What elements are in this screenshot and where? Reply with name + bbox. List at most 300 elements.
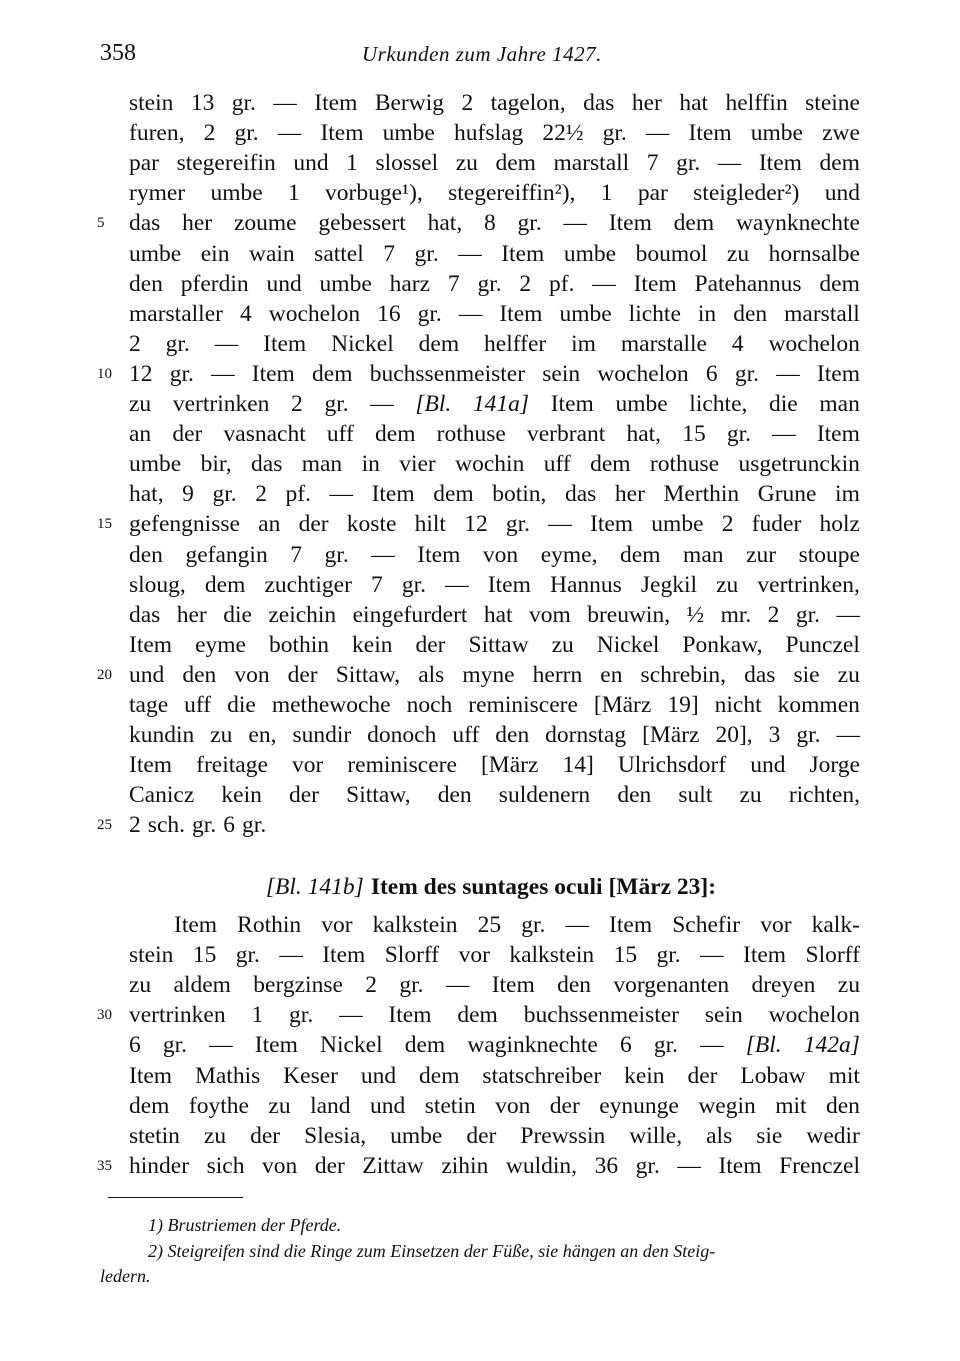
word: hat bbox=[483, 601, 513, 628]
word: Item bbox=[129, 1062, 173, 1089]
word: Nickel bbox=[319, 1032, 383, 1059]
word: statschreiber bbox=[482, 1062, 602, 1089]
footnote-2-continuation: ledern. bbox=[100, 1266, 151, 1286]
word: par bbox=[129, 150, 160, 177]
word: wochelon bbox=[268, 300, 361, 327]
word: herrn bbox=[532, 661, 583, 688]
word: rothuse bbox=[649, 451, 720, 478]
word: gr. bbox=[656, 942, 681, 969]
word: uff bbox=[543, 451, 571, 478]
word: lichte bbox=[628, 300, 681, 327]
word: Item bbox=[550, 391, 594, 417]
word: 3 bbox=[768, 722, 781, 749]
word: Jorge bbox=[809, 752, 860, 779]
text-line bbox=[129, 509, 860, 539]
word: den bbox=[437, 782, 472, 809]
text-line bbox=[129, 299, 860, 329]
word: sein bbox=[542, 360, 581, 387]
word: dem bbox=[129, 1092, 170, 1119]
word: stein bbox=[129, 90, 174, 116]
word: und bbox=[293, 150, 329, 177]
text-line bbox=[129, 750, 860, 780]
word: freitage bbox=[196, 752, 268, 779]
word: vorbuge¹), bbox=[325, 180, 423, 207]
word: gr. bbox=[726, 421, 752, 448]
text-line bbox=[129, 178, 860, 208]
word: holz bbox=[819, 511, 860, 538]
word: richten, bbox=[788, 782, 860, 809]
word: Item bbox=[743, 942, 787, 969]
word: pf. bbox=[285, 481, 311, 508]
word: reminiscere bbox=[347, 752, 457, 779]
word: gr. bbox=[242, 812, 267, 839]
word: — bbox=[565, 912, 589, 938]
word: umbe bbox=[750, 120, 803, 147]
word: umbe bbox=[382, 120, 435, 147]
word: den bbox=[733, 300, 768, 327]
word: gr. bbox=[795, 601, 820, 628]
word: kalkstein bbox=[372, 912, 458, 938]
word: verbrant bbox=[527, 421, 606, 448]
word: gr. bbox=[414, 240, 439, 267]
word: gr. bbox=[477, 270, 502, 297]
word: Hannus bbox=[549, 571, 622, 598]
word: sie bbox=[793, 661, 820, 688]
word: Item bbox=[314, 90, 358, 116]
word: Ponkaw, bbox=[682, 631, 763, 658]
text-line bbox=[129, 780, 860, 810]
word: das bbox=[744, 661, 776, 688]
word: hornsalbe bbox=[768, 240, 860, 267]
word: — bbox=[273, 90, 297, 116]
word: Nickel bbox=[331, 330, 394, 357]
word: umbe bbox=[129, 240, 182, 267]
word: dem bbox=[819, 270, 860, 297]
word: — bbox=[277, 120, 302, 147]
word: in bbox=[361, 451, 380, 478]
word: den bbox=[495, 722, 530, 749]
word: 6 bbox=[223, 812, 235, 839]
word: her bbox=[631, 90, 662, 116]
word: 7 bbox=[371, 571, 383, 598]
word: zuchtiger bbox=[264, 571, 352, 598]
word: uff bbox=[184, 692, 212, 718]
word: bir, bbox=[200, 451, 232, 478]
word: zu bbox=[739, 782, 762, 809]
text-line bbox=[129, 940, 860, 970]
word: 15 bbox=[682, 421, 706, 448]
word: en, bbox=[248, 722, 277, 749]
word: Item bbox=[718, 1152, 762, 1179]
word: kein bbox=[221, 782, 262, 809]
word: [März bbox=[642, 722, 700, 749]
word: usgetrunckin bbox=[738, 451, 860, 478]
word: eyme, bbox=[540, 541, 598, 568]
word: slossel bbox=[375, 150, 439, 177]
word: 7 bbox=[646, 150, 659, 177]
word: kein bbox=[624, 1062, 665, 1089]
word: zu bbox=[837, 972, 860, 999]
word: stetin bbox=[424, 1092, 476, 1119]
word: wegin bbox=[698, 1092, 756, 1119]
word: mit bbox=[775, 1092, 807, 1119]
line-number: 35 bbox=[97, 1157, 112, 1174]
word: 1 bbox=[287, 180, 300, 207]
word: das bbox=[583, 90, 615, 116]
word: das bbox=[565, 481, 597, 508]
word: der bbox=[549, 1092, 580, 1119]
word: Item bbox=[501, 240, 545, 267]
word: Nickel bbox=[596, 631, 660, 658]
word: methewoche bbox=[271, 692, 391, 718]
word: vier bbox=[399, 451, 436, 478]
word: suldenern bbox=[498, 782, 591, 809]
word: die bbox=[769, 391, 798, 417]
word: umbe bbox=[390, 1122, 443, 1149]
word: gefengnisse bbox=[129, 511, 240, 538]
word: stein bbox=[129, 942, 174, 969]
word: dem bbox=[204, 571, 246, 598]
word: — bbox=[548, 511, 572, 538]
word: waginknechte bbox=[467, 1032, 598, 1059]
word: Item bbox=[129, 752, 173, 779]
word: der bbox=[298, 511, 329, 538]
word: her bbox=[614, 481, 645, 508]
word: — bbox=[677, 1152, 701, 1179]
word: und bbox=[369, 1092, 406, 1119]
word: schrebin, bbox=[640, 661, 727, 688]
word: gr. bbox=[602, 120, 627, 147]
word: Prewssin bbox=[520, 1122, 606, 1149]
word: — bbox=[700, 1032, 724, 1059]
word: rothuse bbox=[436, 421, 506, 448]
text-line bbox=[174, 910, 860, 940]
word: 1 bbox=[346, 150, 358, 177]
word: gr. bbox=[417, 300, 442, 327]
word: eingefurdert bbox=[352, 601, 468, 628]
word: — bbox=[339, 1002, 363, 1029]
word: gr. bbox=[734, 360, 759, 387]
word: steine bbox=[805, 90, 860, 116]
word: buchssenmeister bbox=[369, 360, 526, 387]
text-line bbox=[129, 419, 860, 449]
word: zu bbox=[210, 722, 233, 749]
word: furen, bbox=[129, 120, 185, 147]
word: umbe bbox=[615, 391, 668, 417]
word: Item bbox=[388, 1002, 432, 1029]
text-line bbox=[129, 1030, 860, 1060]
word: — bbox=[209, 1032, 233, 1059]
word: 12 bbox=[129, 360, 153, 387]
word: die bbox=[227, 692, 256, 718]
footnote-divider bbox=[108, 1197, 243, 1198]
text-line bbox=[129, 479, 860, 509]
word: 2 bbox=[365, 972, 378, 999]
word: kommen bbox=[777, 692, 860, 718]
word: kein bbox=[352, 631, 393, 658]
word: 9 bbox=[182, 481, 194, 508]
word: koste bbox=[346, 511, 397, 538]
word: 6 bbox=[129, 1032, 141, 1059]
word: helffer bbox=[484, 330, 547, 357]
word: kundin bbox=[129, 722, 195, 749]
word: gr. bbox=[165, 330, 190, 357]
word: den bbox=[617, 782, 652, 809]
word: 15 bbox=[613, 942, 638, 969]
word: Item bbox=[816, 360, 860, 387]
word: der bbox=[250, 1122, 281, 1149]
word: der bbox=[687, 1062, 718, 1089]
text-line bbox=[129, 810, 860, 840]
word: gr. bbox=[517, 210, 542, 237]
word: Schefir bbox=[672, 912, 741, 938]
word: der bbox=[287, 661, 318, 688]
word: gr. bbox=[289, 1002, 314, 1029]
word: — bbox=[700, 942, 724, 969]
word: zur bbox=[746, 541, 777, 568]
word: — bbox=[563, 210, 587, 237]
word: par bbox=[637, 180, 668, 207]
word: dem bbox=[419, 1062, 460, 1089]
word: eynunge bbox=[599, 1092, 679, 1119]
word: Merthin bbox=[663, 481, 740, 508]
word: wochelon bbox=[768, 1002, 860, 1029]
word: rymer bbox=[129, 180, 186, 207]
word: harz bbox=[389, 270, 431, 297]
word: uff bbox=[326, 421, 354, 448]
word: von bbox=[262, 1152, 298, 1179]
word: Ulrichsdorf bbox=[617, 752, 727, 779]
word: Item bbox=[320, 120, 364, 147]
word: gr. bbox=[235, 942, 260, 969]
word: Item bbox=[590, 511, 634, 538]
word: 20], bbox=[715, 722, 753, 749]
word: sundir bbox=[292, 722, 352, 749]
word: sloug, bbox=[129, 571, 186, 598]
word: Item bbox=[263, 330, 307, 357]
word: gebessert bbox=[318, 210, 406, 237]
word: vor bbox=[458, 942, 490, 969]
word: 13 bbox=[190, 90, 215, 116]
word: kalk- bbox=[811, 912, 860, 938]
word: boumol bbox=[635, 240, 708, 267]
word: myne bbox=[462, 661, 515, 688]
word: Zittaw bbox=[362, 1152, 424, 1179]
word: 22½ bbox=[542, 120, 584, 147]
text-line bbox=[129, 720, 860, 750]
word: 14] bbox=[562, 752, 594, 779]
word: den bbox=[129, 270, 163, 297]
word: helffin bbox=[725, 90, 788, 116]
word: gr. bbox=[192, 812, 217, 839]
word: umbe bbox=[563, 240, 617, 267]
text-line bbox=[129, 239, 860, 269]
word: sich bbox=[206, 1152, 245, 1179]
word: vertrinken bbox=[129, 1002, 226, 1029]
word: fuder bbox=[751, 511, 802, 538]
word: — bbox=[772, 421, 796, 448]
word: im bbox=[835, 481, 860, 508]
word: Item bbox=[371, 481, 415, 508]
word: stegereiffin²), bbox=[448, 180, 576, 207]
word: dem bbox=[433, 481, 474, 508]
word: gr. bbox=[231, 90, 256, 116]
word: marstaller bbox=[129, 300, 223, 327]
word: — bbox=[279, 942, 303, 969]
word: das bbox=[129, 601, 161, 628]
word: hat, bbox=[626, 421, 662, 448]
word: wille, bbox=[629, 1122, 683, 1149]
page-header bbox=[100, 40, 860, 70]
word: sie bbox=[756, 1122, 783, 1149]
word: gr. bbox=[324, 541, 349, 568]
word: marstall bbox=[553, 150, 630, 177]
word: stetin bbox=[129, 1122, 180, 1149]
word: hat, bbox=[129, 481, 164, 508]
word: an bbox=[258, 511, 281, 538]
word: das bbox=[129, 210, 161, 237]
word: 25 bbox=[477, 912, 502, 938]
word: sein bbox=[704, 1002, 743, 1029]
word: dem bbox=[495, 150, 536, 177]
word: wochelon bbox=[768, 330, 860, 357]
word: — bbox=[776, 360, 800, 387]
word: dem bbox=[418, 330, 460, 357]
word: — bbox=[836, 601, 860, 628]
word: gefangin bbox=[185, 541, 268, 568]
word: reminiscere bbox=[468, 692, 578, 718]
word: hinder bbox=[129, 1152, 190, 1179]
line-number: 30 bbox=[97, 1007, 112, 1024]
section-heading bbox=[129, 872, 860, 902]
word: Rothin bbox=[237, 912, 302, 938]
word: der bbox=[314, 1152, 345, 1179]
word: 15 bbox=[192, 942, 217, 969]
footnote-mark: 1) bbox=[148, 1215, 163, 1235]
section-title: Item des suntages oculi [März 23]: bbox=[370, 874, 717, 900]
word: wedir bbox=[806, 1122, 860, 1149]
word: tagelon, bbox=[490, 90, 566, 116]
word: — bbox=[371, 541, 395, 568]
word: 142a] bbox=[803, 1032, 860, 1059]
folio-reference: [Bl. 141b] bbox=[265, 874, 364, 900]
text-line bbox=[129, 329, 860, 359]
word: nicht bbox=[714, 692, 762, 718]
word: dem bbox=[673, 210, 715, 237]
word: zu bbox=[129, 391, 152, 417]
word: gr. bbox=[212, 481, 237, 508]
text-line bbox=[129, 690, 860, 720]
word: 1 bbox=[600, 180, 613, 207]
word: der bbox=[466, 1122, 497, 1149]
text-line bbox=[129, 1000, 860, 1030]
word: Punczel bbox=[785, 631, 860, 658]
word: 16 bbox=[377, 300, 401, 327]
word: 2 bbox=[255, 481, 267, 508]
word: her bbox=[182, 210, 213, 237]
word: und bbox=[824, 180, 860, 207]
word: gr. bbox=[796, 722, 821, 749]
text-line bbox=[129, 449, 860, 479]
word: die bbox=[223, 601, 252, 628]
word: land bbox=[310, 1092, 351, 1119]
word: an bbox=[129, 421, 152, 448]
line-number: 15 bbox=[97, 516, 112, 533]
word: [März bbox=[593, 692, 652, 718]
word: waynknechte bbox=[735, 210, 860, 237]
line-number: 20 bbox=[97, 666, 112, 683]
word: botin, bbox=[492, 481, 547, 508]
word: umbe bbox=[319, 270, 372, 297]
word: buchssenmeister bbox=[523, 1002, 680, 1029]
word: 2 bbox=[721, 511, 734, 538]
text-line bbox=[129, 389, 860, 419]
word: breuwin, bbox=[587, 601, 671, 628]
word: von bbox=[482, 541, 519, 568]
word: Item bbox=[633, 270, 677, 297]
word: bothin bbox=[268, 631, 330, 658]
word: gr. bbox=[635, 1152, 660, 1179]
word: und bbox=[750, 752, 786, 779]
word: dem bbox=[457, 1002, 498, 1029]
word: mit bbox=[828, 1062, 860, 1089]
footnote-1 bbox=[148, 1213, 341, 1237]
word: Slesia, bbox=[304, 1122, 367, 1149]
word: hufslag bbox=[454, 120, 524, 147]
word: Item bbox=[609, 912, 653, 938]
word: umbe bbox=[651, 511, 704, 538]
word: 7 bbox=[383, 240, 396, 267]
line-number: 25 bbox=[97, 817, 112, 834]
word: gr. bbox=[162, 1032, 188, 1059]
word: hat bbox=[679, 90, 709, 116]
word: gr. bbox=[676, 150, 701, 177]
footnote-text: Brustriemen der Pferde. bbox=[167, 1215, 342, 1235]
word: Jegkil bbox=[640, 571, 698, 598]
text-line bbox=[129, 630, 860, 660]
word: 2 bbox=[129, 812, 141, 839]
word: [Bl. bbox=[415, 391, 452, 417]
word: vom bbox=[529, 601, 571, 628]
word: dreyen bbox=[751, 972, 816, 999]
word: — bbox=[370, 391, 394, 417]
word: gr. bbox=[324, 391, 349, 417]
word: kalkstein bbox=[509, 942, 595, 969]
word: gr. bbox=[653, 1032, 679, 1059]
word: Item bbox=[758, 150, 802, 177]
footnote-2 bbox=[148, 1239, 715, 1263]
word: gr. bbox=[169, 360, 194, 387]
word: wain bbox=[248, 240, 295, 267]
word: und bbox=[360, 1062, 397, 1089]
word: Sittaw bbox=[468, 631, 529, 658]
word: Item bbox=[688, 120, 732, 147]
word: vasnacht bbox=[223, 421, 306, 448]
word: pferdin bbox=[180, 270, 249, 297]
word: als bbox=[418, 661, 445, 688]
text-line bbox=[129, 148, 860, 178]
word: Grune bbox=[757, 481, 817, 508]
word: 2 bbox=[519, 270, 532, 297]
word: dem bbox=[404, 1032, 446, 1059]
word: — bbox=[717, 150, 742, 177]
word: zu bbox=[203, 1122, 227, 1149]
word: den bbox=[557, 972, 592, 999]
word: her bbox=[176, 601, 207, 628]
word: 12 bbox=[464, 511, 488, 538]
word: 2 bbox=[461, 90, 474, 116]
word: Slorff bbox=[384, 942, 440, 969]
